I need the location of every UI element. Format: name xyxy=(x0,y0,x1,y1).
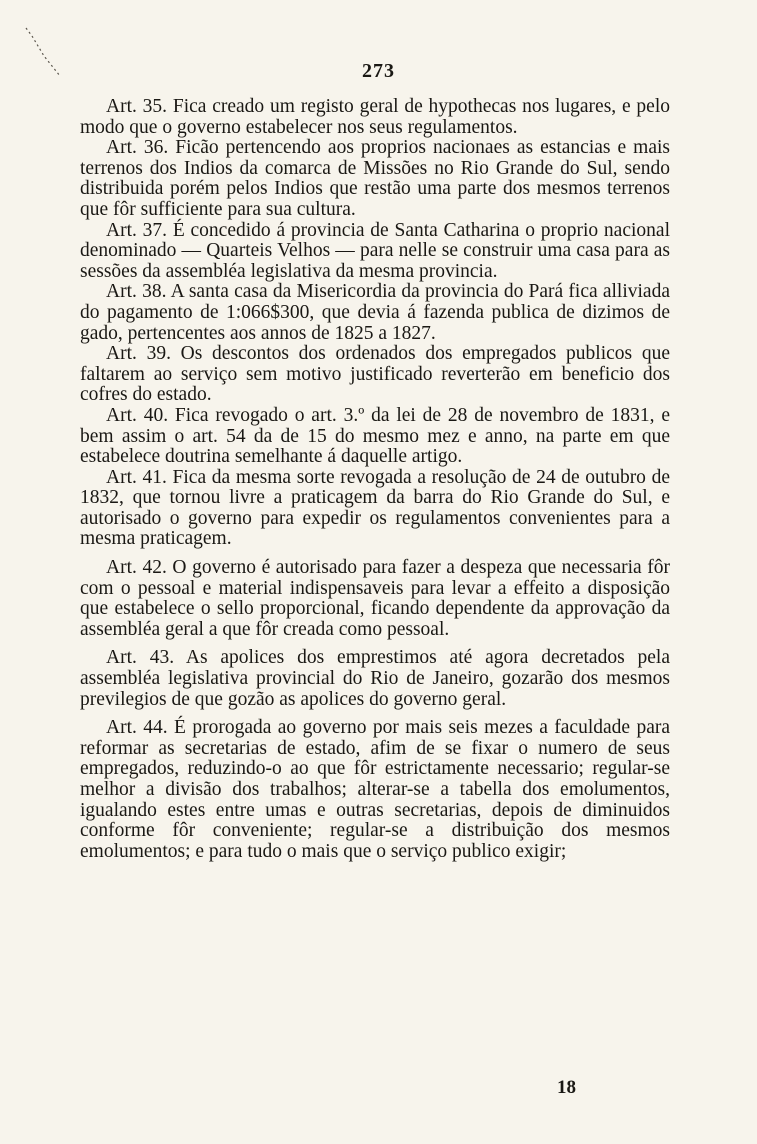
signature-mark: 18 xyxy=(557,1077,576,1098)
article-38: Art. 38. A santa casa da Misericordia da provincia do Pará fica alliviada do pagamento de 1:066$300, que devia á fazenda publica de dizimos de gado, pertencentes aos annos de 1825 a 1827. xyxy=(80,281,670,344)
article-list xyxy=(80,97,670,862)
article-40: Art. 40. Fica revogado o art. 3.º da lei de 28 de novembro de 1831, e bem assim o art. 54 da de 15 do mesmo mez e anno, na parte em que estabelece doutrina semelhante á daquelle artigo. xyxy=(80,404,670,468)
article-44: Art. 44. É prorogada ao governo por mais seis mezes a faculdade para reformar as secretarias de estado, afim de se fixar o numero de seus empregados, reduzindo-o ao que fôr estrictamente necessario; regular-se melhor a divisão dos trabalhos; alterar-se a tabella dos emolumentos, igualando estes entre umas e outras secretarias, depois de diminuidos conforme fôr conveniente; regular-se a distribuição dos mesmos emolumentos; e para tudo o mais que o serviço publico exigir; xyxy=(80,717,670,862)
article-37: Art. 37. É concedido á provincia de Santa Catharina o proprio nacional denominado — Quarteis Velhos — para nelle se construir uma casa para as sessões da assembléa legislativa da mesma provincia. xyxy=(80,219,670,282)
article-42: Art. 42. O governo é autorisado para fazer a despeza que necessaria fôr com o pessoal e material indispensaveis para levar a effeito a disposição que estabelece o sello proporcional, ficando dependente da approvação da assembléa geral a que fôr creada como pessoal. xyxy=(80,557,670,640)
article-41: Art. 41. Fica da mesma sorte revogada a resolução de 24 de outubro de 1832, que tornou livre a praticagem da barra do Rio Grande do Sul, e autorisado o governo para expedir os regulamentos convenientes para a mesma praticagem. xyxy=(80,466,670,550)
article-43: Art. 43. As apolices dos emprestimos até agora decretados pela assembléa legislativa provincial do Rio de Janeiro, gozarão dos mesmos previlegios de que gozão as apolices do governo geral. xyxy=(80,647,670,710)
article-39: Art. 39. Os descontos dos ordenados dos empregados publicos que faltarem ao serviço sem motivo justificado reverterão em beneficio dos cofres do estado. xyxy=(80,343,670,406)
page-number: 273 xyxy=(362,60,395,82)
article-36: Art. 36. Ficão pertencendo aos proprios nacionaes as estancias e mais terrenos dos Indios da comarca de Missões no Rio Grande do Sul, sendo distribuida porém pelos Indios que restão uma parte dos mesmos terrenos que fôr sufficiente para sua cultura. xyxy=(80,137,670,220)
article-35: Art. 35. Fica creado um registo geral de hypothecas nos lugares, e pelo modo que o governo estabelecer nos seus regulamentos. xyxy=(80,96,670,138)
